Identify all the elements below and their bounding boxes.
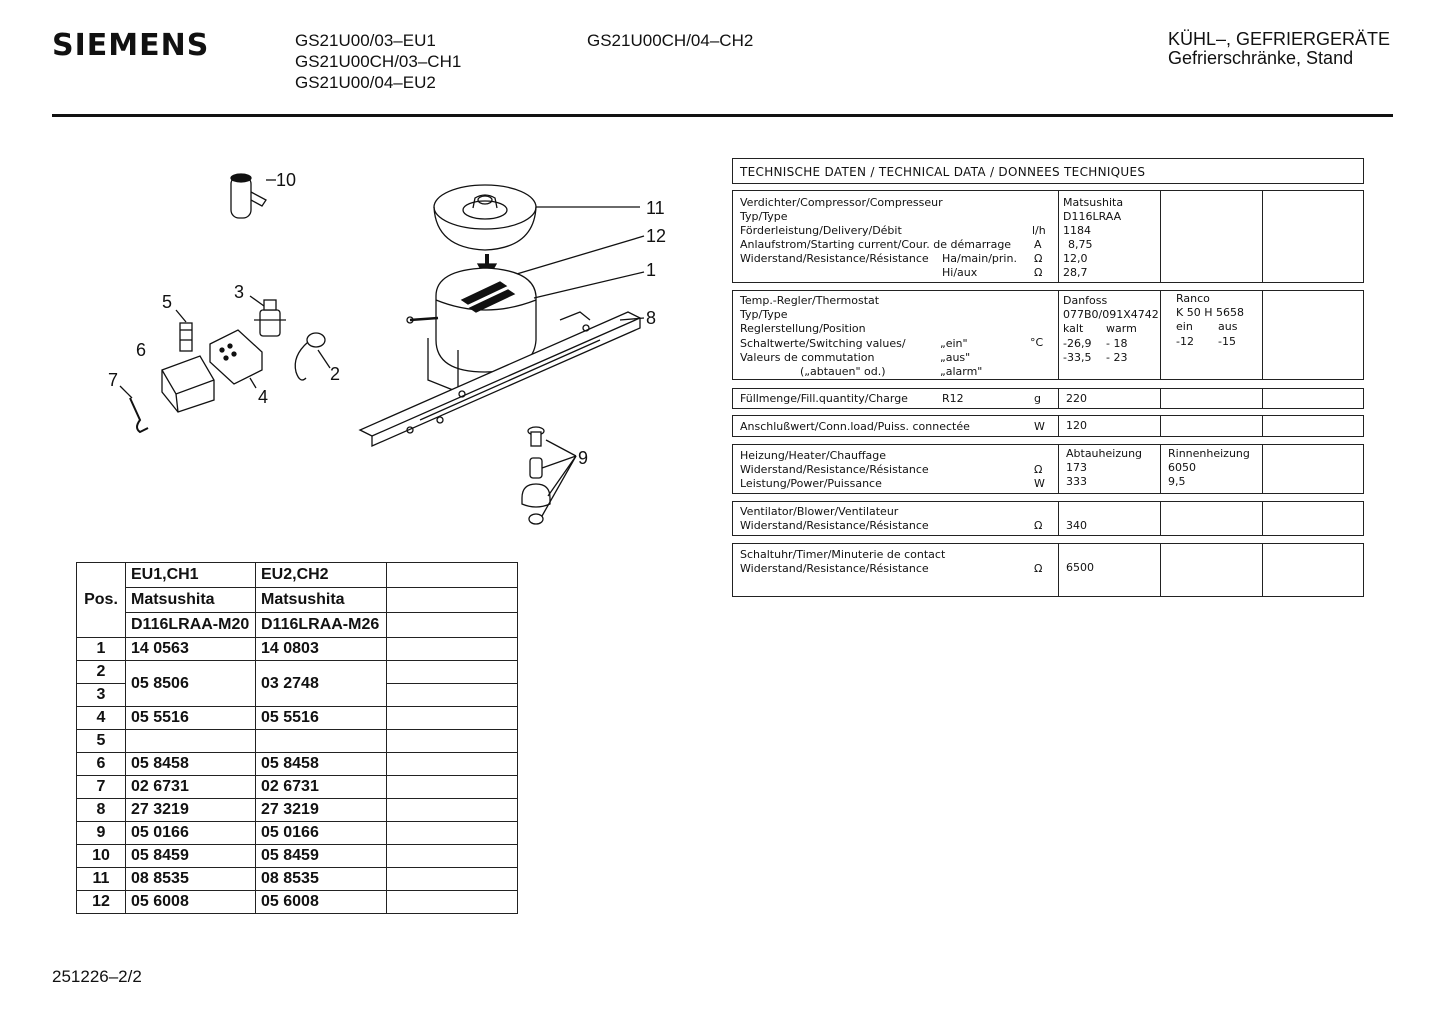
table-row bbox=[77, 638, 518, 661]
tech-value: 9,5 bbox=[1168, 475, 1186, 488]
tech-unit: Ω bbox=[1034, 562, 1043, 575]
callout-label: 12 bbox=[646, 226, 667, 246]
callout-label: 11 bbox=[646, 198, 665, 218]
tech-value: -15 bbox=[1218, 335, 1236, 348]
empty-cell bbox=[387, 684, 518, 707]
model-number: GS21U00/04–EU2 bbox=[295, 73, 436, 92]
pos-cell: 10 bbox=[77, 845, 126, 868]
maker-header: Matsushita bbox=[256, 588, 387, 613]
tech-label: Füllmenge/Fill.quantity/Charge bbox=[740, 392, 908, 405]
part-number-cell: 08 8535 bbox=[126, 868, 256, 891]
pos-cell: 1 bbox=[77, 638, 126, 661]
mounting-kit-part-icon bbox=[522, 427, 576, 524]
model-number: GS21U00CH/04–CH2 bbox=[587, 31, 754, 50]
table-row bbox=[77, 776, 518, 799]
empty-cell bbox=[387, 891, 518, 914]
tech-label: („abtauen" od.) bbox=[800, 365, 886, 378]
empty-cell bbox=[387, 661, 518, 684]
compressor-cover-part-icon bbox=[434, 185, 640, 250]
tech-label: Temp.-Regler/Thermostat bbox=[740, 294, 880, 307]
variant-header: EU2,CH2 bbox=[256, 563, 387, 588]
category-title: KÜHL–, GEFRIERGERÄTE bbox=[1168, 29, 1391, 49]
tech-unit: l/h bbox=[1032, 224, 1046, 237]
tech-label: Widerstand/Resistance/Résistance bbox=[740, 519, 929, 532]
tech-label: „alarm" bbox=[940, 365, 983, 378]
empty-cell bbox=[387, 638, 518, 661]
callout-label: 9 bbox=[578, 448, 589, 468]
tech-label: Reglerstellung/Position bbox=[740, 322, 866, 335]
tech-value: Rinnenheizung bbox=[1168, 447, 1250, 460]
tech-value: Ranco bbox=[1176, 292, 1210, 305]
part-number-cell: 14 0563 bbox=[126, 638, 256, 661]
part-number-cell: 05 6008 bbox=[256, 891, 387, 914]
empty-cell bbox=[387, 776, 518, 799]
empty-cell bbox=[387, 753, 518, 776]
tech-label: Hi/aux bbox=[942, 266, 978, 279]
empty-cell bbox=[387, 613, 518, 638]
table-row bbox=[77, 845, 518, 868]
tech-value: 1184 bbox=[1063, 224, 1091, 237]
part-number-cell bbox=[256, 730, 387, 753]
tech-label: Schaltwerte/Switching values/ bbox=[740, 337, 906, 350]
table-row bbox=[77, 799, 518, 822]
tech-value: K 50 H 5658 bbox=[1176, 306, 1244, 319]
tech-value: kalt bbox=[1063, 322, 1084, 335]
callout-label: 10 bbox=[276, 170, 297, 190]
part-number-cell: 08 8535 bbox=[256, 868, 387, 891]
document-number: 251226–2/2 bbox=[52, 967, 142, 986]
callout-label: 1 bbox=[646, 260, 657, 280]
pos-cell: 6 bbox=[77, 753, 126, 776]
tech-unit: A bbox=[1034, 238, 1042, 251]
sensor-part-icon bbox=[295, 333, 330, 380]
tech-unit: Ω bbox=[1034, 463, 1043, 476]
tech-value: 077B0/091X4742 bbox=[1063, 308, 1159, 321]
tech-value: aus bbox=[1218, 320, 1238, 333]
pos-cell: 4 bbox=[77, 707, 126, 730]
parts-table bbox=[76, 562, 518, 914]
tech-value: 6500 bbox=[1066, 561, 1094, 574]
model-number: GS21U00/03–EU1 bbox=[295, 31, 436, 50]
tech-label: Typ/Type bbox=[740, 210, 788, 223]
pos-cell: 3 bbox=[77, 684, 126, 707]
tech-value: - 23 bbox=[1106, 351, 1128, 364]
tech-value: 220 bbox=[1066, 392, 1087, 405]
tech-label: Leistung/Power/Puissance bbox=[740, 477, 882, 490]
pos-cell: 2 bbox=[77, 661, 126, 684]
tech-label: Widerstand/Resistance/Résistance bbox=[740, 252, 929, 265]
model-list bbox=[295, 30, 461, 93]
header-divider bbox=[52, 114, 1393, 117]
callout-label: 4 bbox=[258, 387, 269, 407]
tech-label: „aus" bbox=[940, 351, 971, 364]
pos-cell: 12 bbox=[77, 891, 126, 914]
part-number-cell: 27 3219 bbox=[256, 799, 387, 822]
tech-unit: °C bbox=[1030, 336, 1044, 349]
tech-label: Typ/Type bbox=[740, 308, 788, 321]
tech-value: 28,7 bbox=[1063, 266, 1088, 279]
part-number-cell: 05 8458 bbox=[126, 753, 256, 776]
pos-cell: 5 bbox=[77, 730, 126, 753]
tech-label: Förderleistung/Delivery/Débit bbox=[740, 224, 902, 237]
tech-value: -33,5 bbox=[1063, 351, 1092, 364]
tech-label: Valeurs de commutation bbox=[740, 351, 875, 364]
tech-value: warm bbox=[1106, 322, 1137, 335]
bracket-part-icon bbox=[120, 386, 148, 432]
pos-cell: 7 bbox=[77, 776, 126, 799]
part-number-cell: 05 0166 bbox=[256, 822, 387, 845]
tech-label: Schaltuhr/Timer/Minuterie de contact bbox=[740, 548, 946, 561]
switch-part-icon bbox=[250, 296, 286, 336]
table-row bbox=[77, 730, 518, 753]
part-number-cell: 05 8506 bbox=[126, 661, 256, 707]
tech-value: Abtauheizung bbox=[1066, 447, 1143, 460]
part-number-cell: 05 8459 bbox=[126, 845, 256, 868]
table-row bbox=[77, 707, 518, 730]
tech-value: -12 bbox=[1176, 335, 1194, 348]
empty-cell bbox=[387, 563, 518, 588]
tech-unit: g bbox=[1034, 392, 1041, 405]
part-number-cell: 05 6008 bbox=[126, 891, 256, 914]
tech-label: Anschlußwert/Conn.load/Puiss. connectée bbox=[740, 420, 970, 433]
callout-label: 2 bbox=[330, 364, 341, 384]
tech-label: Widerstand/Resistance/Résistance bbox=[740, 562, 929, 575]
tech-value: 120 bbox=[1066, 419, 1087, 432]
callout-label: 3 bbox=[234, 282, 245, 302]
model-number: GS21U00CH/03–CH1 bbox=[295, 52, 462, 71]
part-number-cell: 02 6731 bbox=[256, 776, 387, 799]
brand-logo: SIEMENS bbox=[52, 28, 210, 63]
empty-cell bbox=[387, 868, 518, 891]
empty-cell bbox=[387, 799, 518, 822]
tech-unit: Ω bbox=[1034, 252, 1043, 265]
tech-value: ein bbox=[1176, 320, 1193, 333]
tech-label: Ha/main/prin. bbox=[942, 252, 1017, 265]
tech-label: Heizung/Heater/Chauffage bbox=[740, 449, 887, 462]
tech-label: Ventilator/Blower/Ventilateur bbox=[740, 505, 899, 518]
part-number-cell: 05 8459 bbox=[256, 845, 387, 868]
tech-value: - 18 bbox=[1106, 337, 1128, 350]
tech-label: „ein" bbox=[940, 337, 968, 350]
empty-cell bbox=[387, 707, 518, 730]
variant-header: EU1,CH1 bbox=[126, 563, 256, 588]
tech-label: R12 bbox=[942, 392, 964, 405]
empty-cell bbox=[387, 588, 518, 613]
compressor-header: D116LRAA-M20 bbox=[126, 613, 256, 638]
part-number-cell bbox=[126, 730, 256, 753]
table-row bbox=[77, 822, 518, 845]
exploded-parts-diagram bbox=[100, 155, 700, 540]
part-number-cell: 03 2748 bbox=[256, 661, 387, 707]
empty-cell bbox=[387, 822, 518, 845]
tech-value: 6050 bbox=[1168, 461, 1196, 474]
tech-unit: Ω bbox=[1034, 266, 1043, 279]
part-number-cell: 05 5516 bbox=[126, 707, 256, 730]
tech-label: Verdichter/Compressor/Compresseur bbox=[740, 196, 943, 209]
part-number-cell: 27 3219 bbox=[126, 799, 256, 822]
tech-title: TECHNISCHE DATEN / TECHNICAL DATA / DONNEES TECHNIQUES bbox=[740, 165, 1146, 179]
terminal-block-part-icon bbox=[210, 330, 262, 388]
callout-label: 5 bbox=[162, 292, 173, 312]
pos-cell: 8 bbox=[77, 799, 126, 822]
tech-value: D116LRAA bbox=[1063, 210, 1122, 223]
relay-housing-part-icon bbox=[162, 356, 214, 412]
empty-cell bbox=[387, 730, 518, 753]
tech-value: Danfoss bbox=[1063, 294, 1108, 307]
part-number-cell: 05 8458 bbox=[256, 753, 387, 776]
tech-value: -26,9 bbox=[1063, 337, 1092, 350]
part-number-cell: 05 0166 bbox=[126, 822, 256, 845]
tech-label: Widerstand/Resistance/Résistance bbox=[740, 463, 929, 476]
category-subtitle: Gefrierschränke, Stand bbox=[1168, 48, 1354, 68]
table-row bbox=[77, 753, 518, 776]
tech-value: 8,75 bbox=[1068, 238, 1093, 251]
compressor-header: D116LRAA-M26 bbox=[256, 613, 387, 638]
table-row bbox=[77, 661, 518, 684]
tech-value: Matsushita bbox=[1063, 196, 1124, 209]
tech-value: 173 bbox=[1066, 461, 1087, 474]
pos-cell: 9 bbox=[77, 822, 126, 845]
clip-part-icon bbox=[176, 310, 192, 351]
pos-cell: 11 bbox=[77, 868, 126, 891]
capacitor-part-icon bbox=[231, 174, 276, 218]
tech-label: Anlaufstrom/Starting current/Cour. de démarrage bbox=[740, 238, 1012, 251]
pos-header: Pos. bbox=[77, 563, 126, 638]
part-number-cell: 05 5516 bbox=[256, 707, 387, 730]
tech-value: 340 bbox=[1066, 519, 1087, 532]
tech-unit: Ω bbox=[1034, 519, 1043, 532]
part-number-cell: 14 0803 bbox=[256, 638, 387, 661]
tech-value: 333 bbox=[1066, 475, 1087, 488]
tech-unit: W bbox=[1034, 477, 1045, 490]
part-number-cell: 02 6731 bbox=[126, 776, 256, 799]
callout-label: 6 bbox=[136, 340, 147, 360]
table-row bbox=[77, 868, 518, 891]
callout-label: 7 bbox=[108, 370, 119, 390]
tech-unit: W bbox=[1034, 420, 1045, 433]
table-row bbox=[77, 891, 518, 914]
category bbox=[1168, 30, 1390, 68]
empty-cell bbox=[387, 845, 518, 868]
maker-header: Matsushita bbox=[126, 588, 256, 613]
tech-value: 12,0 bbox=[1063, 252, 1088, 265]
callout-label: 8 bbox=[646, 308, 657, 328]
